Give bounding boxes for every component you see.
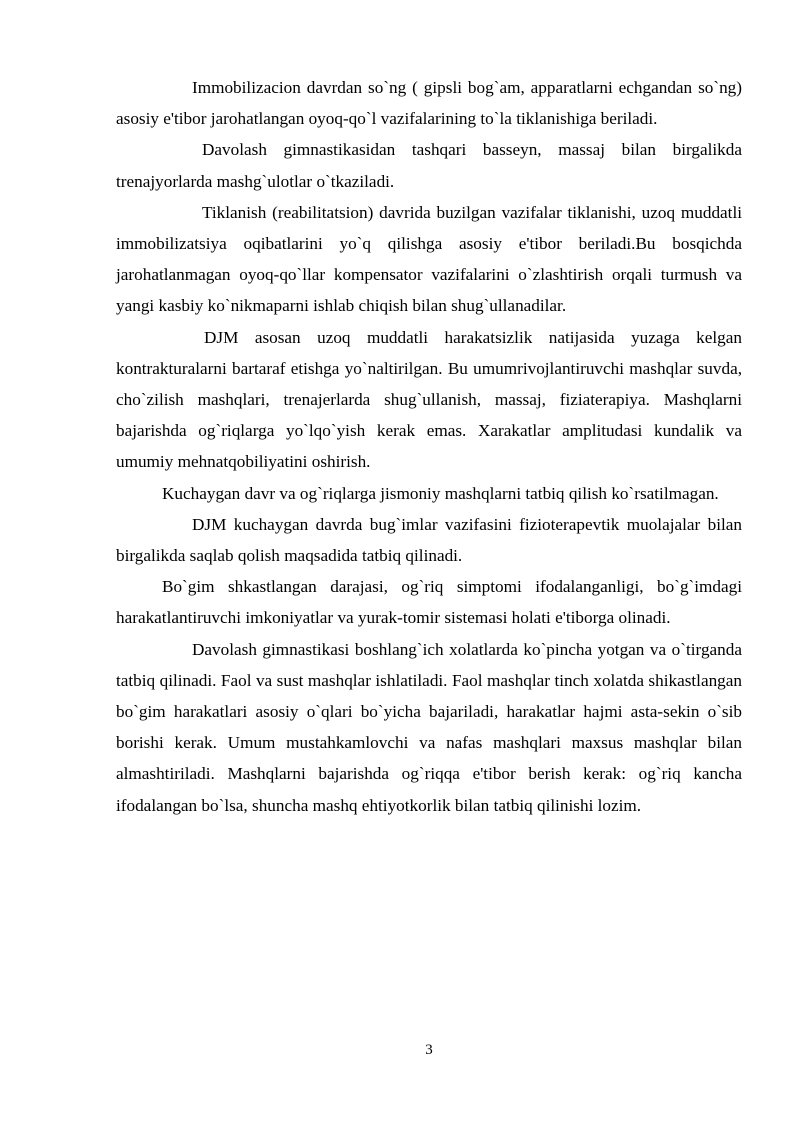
- paragraph-therapy-methods: Davolash gimnastikasidan tashqari basseyn, massaj bilan birgalikda trenajyorlarda mashg`ulotlar o`tkaziladi.: [116, 140, 742, 191]
- paragraph-djm-acute: DJM kuchaygan davrda bug`imlar vazifasini fizioterapevtik muolajalar bilan birgalikda saqlab qolish maqsadida tatbiq qilinadi.: [116, 514, 742, 566]
- paragraph-djm-contractures: DJM asosan uzoq muddatli harakatsizlik natijasida yuzaga kelgan kontrakturalarni bartaraf etishga yo`naltirilgan. Bu umumrivojlantiruvchi mashqlar suvda, cho`zilish mashqlari, trenajerlarda shug`ullanish, massaj, fiziaterapiya. Mashqlarni bajarishda og`riqlarga yo`lqo`yish kerak emas. Xarakatlar amplitudasi kundalik va umumiy mehnatqobiliyatini oshirish.: [116, 327, 742, 472]
- paragraph-gymnastics-positions: Davolash gimnastikasi boshlang`ich xolatlarda ko`pincha yotgan va o`tirganda tatbiq qilinadi. Faol va sust mashqlar ishlatiladi. Faol mashqlar tinch xolatda shikastlangan bo`gim harakatlari asosiy o`qlari bo`yicha bajariladi, harakatlar hajmi asta-sekin o`sib borishi kerak. Umum mustahkamlovchi va nafas mashqlari maxsus mashqlar bilan almashtiriladi. Mashqlarni bajarishda og`riqqa e'tibor berish kerak: og`riq kancha ifodalangan bo`lsa, shuncha mashq ehtiyotkorlik bilan tatbiq qilinishi lozim.: [116, 639, 742, 815]
- paragraph-acute-period: Kuchaygan davr va og`riqlarga jismoniy mashqlarni tatbiq qilish ko`rsatilmagan.: [162, 483, 719, 503]
- paragraph-immobilization: Immobilizacion davrdan so`ng ( gipsli bog`am, apparatlarni echgandan so`ng) asosiy e'tibor jarohatlangan oyoq-qo`l vazifalarining to`la tiklanishiga beriladi.: [116, 78, 742, 129]
- body-text: [116, 72, 742, 821]
- paragraph-joint-damage: Bo`gim shkastlangan darajasi, og`riq simptomi ifodalanganligi, bo`g`imdagi harakatlantiruvchi imkoniyatlar va yurak-tomir sistemasi holati e'tiborga olinadi.: [116, 577, 742, 628]
- page-number: 3: [425, 1042, 433, 1058]
- paragraph-rehabilitation: Tiklanish (reabilitatsion) davrida buzilgan vazifalar tiklanishi, uzoq muddatli immobilizatsiya oqibatlarini yo`q qilishga asosiy e'tibor beriladi.Bu bosqichda jarohatlanmagan oyoq-qo`llar kompensator vazifalarini o`zlashtirish orqali turmush va yangi kasbiy ko`nikmaparni ishlab chiqish bilan shug`ullanadilar.: [116, 202, 742, 316]
